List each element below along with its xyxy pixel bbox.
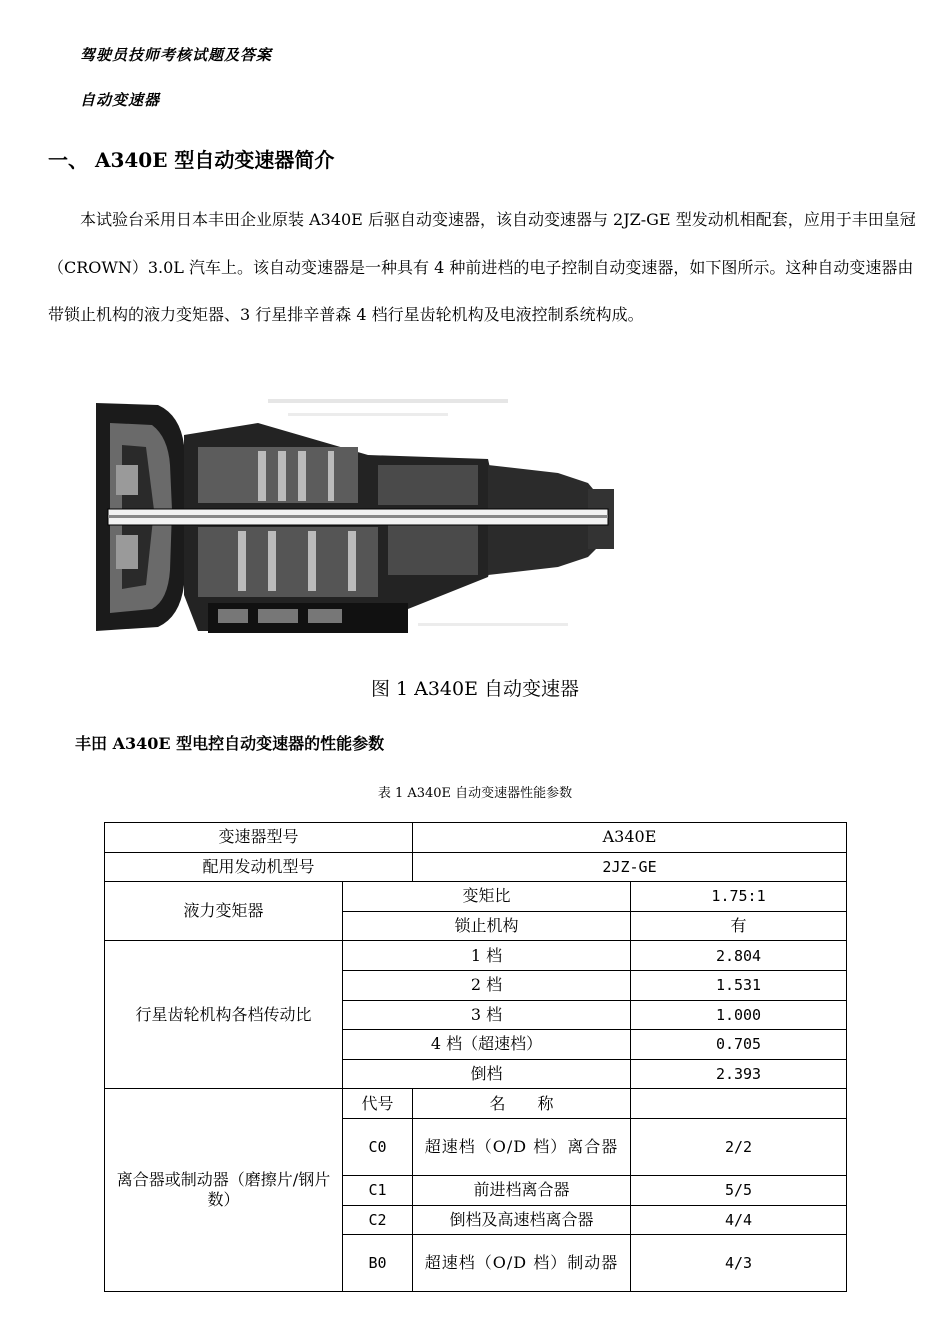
cell-gear-label: 行星齿轮机构各档传动比	[105, 941, 343, 1089]
cell-gear-ratio: 0.705	[631, 1030, 847, 1060]
cell-gear-ratio: 2.804	[631, 941, 847, 971]
cell-tc-ratio-label: 变矩比	[343, 882, 631, 912]
intro-paragraph	[48, 196, 918, 339]
table-row	[105, 1089, 847, 1119]
cell-gear-name: 3 档	[343, 1000, 631, 1030]
cell-gear-name: 2 档	[343, 970, 631, 1000]
cell-clutch-code: C1	[343, 1175, 413, 1205]
figure-caption: 图 1 A340E 自动变速器	[370, 678, 580, 700]
cell-gear-ratio: 2.393	[631, 1059, 847, 1089]
table-caption: 表 1 A340E 自动变速器性能参数	[377, 786, 573, 801]
cell-clutch-name: 前进档离合器	[413, 1175, 631, 1205]
cell-tc-lock-value: 有	[631, 911, 847, 941]
performance-table	[104, 822, 847, 1292]
section-title: 一、 A340E 型自动变速器简介	[48, 148, 335, 172]
cell-gear-ratio: 1.000	[631, 1000, 847, 1030]
cell-tc-label: 液力变矩器	[105, 882, 343, 941]
cell-engine-label: 配用发动机型号	[105, 852, 413, 882]
cell-model-value: A340E	[413, 823, 847, 853]
table-row	[105, 882, 847, 912]
cell-clutch-count: 2/2	[631, 1118, 847, 1175]
cell-clutch-code: C0	[343, 1118, 413, 1175]
cell-clutch-count: 4/4	[631, 1205, 847, 1235]
cell-clutch-name: 超速档（O/D 档）离合器	[413, 1118, 631, 1175]
table-row	[105, 823, 847, 853]
doc-header-title: 驾驶员技师考核试题及答案	[80, 46, 273, 64]
cell-gear-name: 倒档	[343, 1059, 631, 1089]
cell-clutch-count-header	[631, 1089, 847, 1119]
cell-clutch-count: 4/3	[631, 1235, 847, 1292]
cell-clutch-name: 超速档（O/D 档）制动器	[413, 1235, 631, 1292]
intro-text: 本试验台采用日本丰田企业原装 A340E 后驱自动变速器，该自动变速器与 2JZ-GE 型发动机相配套，应用于丰田皇冠（CROWN）3.0L 汽车上。该自动变速器是一种具有 4 种前进档的电子控制自动变速器，如下图所示。这种自动变速器由带锁止机构的液力变矩器、3 行星排辛普森 4 档行星齿轮机构及电液控制系统构成。	[48, 210, 916, 324]
cell-clutch-count: 5/5	[631, 1175, 847, 1205]
transmission-cutaway-image	[88, 395, 618, 640]
table-row	[105, 852, 847, 882]
cell-engine-value: 2JZ-GE	[413, 852, 847, 882]
cell-tc-ratio-value: 1.75:1	[631, 882, 847, 912]
cell-clutch-code: B0	[343, 1235, 413, 1292]
cell-clutch-code: C2	[343, 1205, 413, 1235]
cell-clutch-name-header: 名 称	[413, 1089, 631, 1119]
cell-model-label: 变速器型号	[105, 823, 413, 853]
params-heading: 丰田 A340E 型电控自动变速器的性能参数	[75, 734, 385, 753]
cell-gear-name: 1 档	[343, 941, 631, 971]
cell-clutch-code-header: 代号	[343, 1089, 413, 1119]
cell-clutch-label: 离合器或制动器（磨擦片/钢片数）	[105, 1089, 343, 1292]
cell-gear-ratio: 1.531	[631, 970, 847, 1000]
cell-tc-lock-label: 锁止机构	[343, 911, 631, 941]
cell-clutch-name: 倒档及高速档离合器	[413, 1205, 631, 1235]
table-row	[105, 941, 847, 971]
cell-gear-name: 4 档（超速档）	[343, 1030, 631, 1060]
doc-header-subtitle: 自动变速器	[80, 91, 161, 109]
